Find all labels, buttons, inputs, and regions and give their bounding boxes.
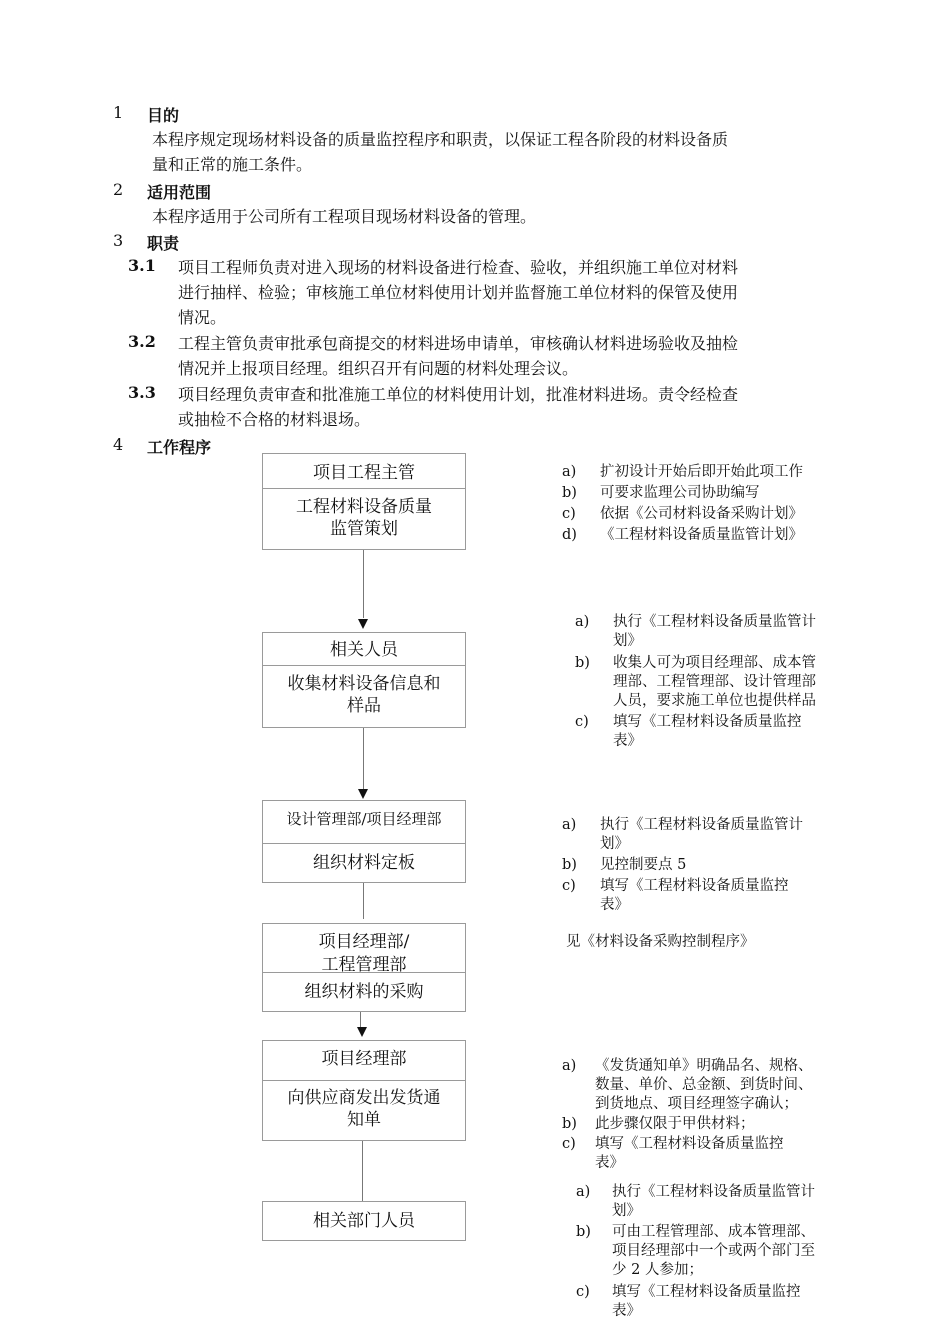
note-text: 填写《工程材料设备质量监控 [600, 878, 789, 894]
note-marker: a) [562, 817, 577, 833]
note-marker: c) [575, 714, 589, 730]
arrow-down-icon [357, 1027, 367, 1037]
flow-step-1-task-line-2: 监管策划 [330, 519, 398, 539]
note-marker: b) [576, 1224, 591, 1240]
flow-step-5-role: 项目经理部 [321, 1049, 407, 1069]
flow-step-4-role-line-2: 工程管理部 [321, 955, 407, 975]
note-text: 收集人可为项目经理部、成本管 [613, 655, 816, 671]
note-text: 依据《公司材料设备采购计划》 [600, 506, 803, 522]
flow-step-4-role-line-1: 项目经理部/ [318, 932, 410, 952]
flow-step-2 [262, 632, 466, 728]
note-text: 执行《工程材料设备质量监管计 [600, 817, 803, 833]
section-1-title: 目的 [147, 106, 180, 125]
item-3-2-number: 3.2 [128, 332, 156, 351]
item-3-2-line-1: 工程主管负责审批承包商提交的材料进场申请单，审核确认材料进场验收及抽检 [178, 334, 739, 353]
flow-step-3-task: 组织材料定板 [313, 853, 415, 873]
note-text: 少 2 人参加； [612, 1262, 703, 1278]
note-text: 填写《工程材料设备质量监控 [595, 1136, 784, 1152]
flow-step-3 [262, 800, 466, 883]
note-marker: d) [562, 527, 577, 543]
note-marker: c) [576, 1284, 590, 1300]
notes-step-2 [575, 612, 855, 752]
note-marker: b) [562, 857, 577, 873]
section-4-number: 4 [113, 435, 124, 454]
note-marker: a) [576, 1184, 591, 1200]
note-text: 数量、单价、总金额、到货时间、 [595, 1077, 813, 1093]
section-2-number: 2 [113, 180, 124, 199]
flow-step-5-task-line-2: 知单 [347, 1110, 381, 1130]
item-3-3-line-1: 项目经理负责审查和批准施工单位的材料使用计划，批准材料进场。责令经检查 [178, 385, 739, 404]
flow-step-divider [263, 843, 465, 844]
section-2-line-1: 本程序适用于公司所有工程项目现场材料设备的管理。 [152, 207, 537, 226]
flow-step-divider [263, 488, 465, 489]
note-text: 到货地点、项目经理签字确认； [595, 1096, 798, 1112]
flow-step-1-task-line-1: 工程材料设备质量 [296, 497, 432, 517]
note-text: 执行《工程材料设备质量监管计 [612, 1184, 815, 1200]
note-text: 表》 [612, 1303, 641, 1319]
connector-line [363, 550, 364, 618]
note-text: 划》 [600, 836, 629, 852]
note-marker: c) [562, 878, 576, 894]
flow-step-3-role: 设计管理部/项目经理部 [286, 810, 442, 828]
note-marker: b) [562, 1116, 577, 1132]
note-text: 见控制要点 5 [600, 857, 687, 873]
note-text: 划》 [613, 633, 642, 649]
section-1-line-2: 量和正常的施工条件。 [152, 155, 313, 174]
section-2-title: 适用范围 [147, 183, 212, 202]
flow-step-4-task: 组织材料的采购 [304, 982, 424, 1002]
item-3-2-line-2: 情况并上报项目经理。组织召开有问题的材料处理会议。 [178, 359, 579, 378]
section-3-title: 职责 [147, 234, 180, 253]
note-text: 《发货通知单》明确品名、规格、 [595, 1058, 813, 1074]
note-text: 可由工程管理部、成本管理部、 [612, 1224, 815, 1240]
connector-line [360, 1012, 361, 1028]
note-text: 可要求监理公司协助编写 [600, 485, 760, 501]
flow-step-divider [263, 972, 465, 973]
note-text: 项目经理部中一个或两个部门至 [612, 1243, 815, 1259]
flow-step-divider [263, 665, 465, 666]
note-marker: c) [562, 506, 576, 522]
note-marker: a) [562, 1058, 577, 1074]
item-3-3-line-2: 或抽检不合格的材料退场。 [178, 410, 371, 429]
note-text: 《工程材料设备质量监管计划》 [600, 527, 803, 543]
flow-step-1-role: 项目工程主管 [313, 463, 415, 483]
flow-step-6-role: 相关部门人员 [313, 1211, 415, 1231]
item-3-1-number: 3.1 [128, 256, 156, 275]
flow-step-6 [262, 1201, 466, 1241]
notes-step-6 [576, 1182, 856, 1324]
note-marker: c) [562, 1136, 576, 1152]
item-3-1-line-3: 情况。 [178, 308, 227, 327]
note-text: 执行《工程材料设备质量监管计 [613, 614, 816, 630]
arrow-down-icon [358, 789, 368, 799]
note-marker: b) [562, 485, 577, 501]
note-marker: b) [575, 655, 590, 671]
notes-step-5 [562, 1056, 852, 1176]
connector-line [363, 883, 364, 919]
item-3-1-line-2: 进行抽样、检验；审核施工单位材料使用计划并监督施工单位材料的保管及使用 [178, 283, 739, 302]
section-4-title: 工作程序 [147, 438, 212, 457]
flow-step-5 [262, 1040, 466, 1141]
item-3-3-number: 3.3 [128, 383, 156, 402]
note-text: 表》 [613, 733, 642, 749]
flow-step-2-task-line-2: 样品 [347, 696, 381, 716]
item-3-1-line-1: 项目工程师负责对进入现场的材料设备进行检查、验收，并组织施工单位对材料 [178, 258, 739, 277]
note-text: 表》 [595, 1155, 624, 1171]
note-text: 此步骤仅限于甲供材料； [595, 1116, 755, 1132]
note-text: 表》 [600, 897, 629, 913]
note-text: 见《材料设备采购控制程序》 [566, 934, 755, 950]
notes-step-3 [562, 815, 852, 915]
section-3-number: 3 [113, 231, 124, 250]
note-text: 填写《工程材料设备质量监控 [612, 1284, 801, 1300]
notes-step-4 [566, 932, 846, 954]
arrow-down-icon [358, 619, 368, 629]
note-marker: a) [575, 614, 590, 630]
note-text: 人员，要求施工单位也提供样品 [613, 693, 816, 709]
note-marker: a) [562, 464, 577, 480]
flow-step-5-task-line-1: 向供应商发出发货通 [287, 1088, 441, 1108]
note-text: 划》 [612, 1203, 641, 1219]
flow-step-2-role: 相关人员 [330, 640, 398, 660]
notes-step-1 [562, 462, 852, 546]
flow-step-2-task-line-1: 收集材料设备信息和 [287, 674, 441, 694]
section-1-line-1: 本程序规定现场材料设备的质量监控程序和职责，以保证工程各阶段的材料设备质 [152, 130, 729, 149]
flow-step-1 [262, 453, 466, 550]
note-text: 填写《工程材料设备质量监控 [613, 714, 802, 730]
flow-step-4 [262, 923, 466, 1012]
connector-line [363, 728, 364, 792]
note-text: 理部、工程管理部、设计管理部 [613, 674, 816, 690]
section-1-number: 1 [113, 103, 124, 122]
note-text: 扩初设计开始后即开始此项工作 [600, 464, 803, 480]
flow-step-divider [263, 1080, 465, 1081]
